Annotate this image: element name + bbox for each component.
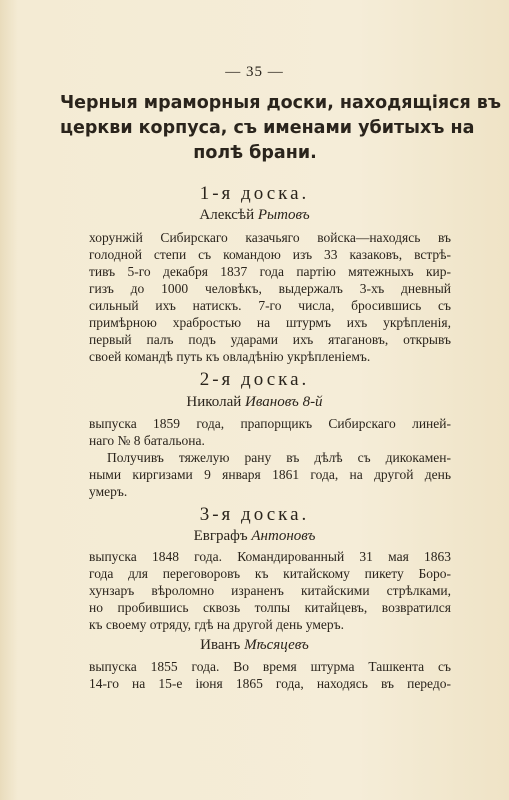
text-line: ными киргизами 9 января 1861 года, на другой день <box>89 467 451 482</box>
board-title: 1-я доска. <box>199 183 310 204</box>
text-line: года для переговоровъ къ китайскому пикету Боро- <box>89 566 451 581</box>
text-line: 14-го на 15-е іюня 1865 года, находясь въ передо- <box>89 676 451 691</box>
surname: Антоновъ <box>251 528 316 544</box>
text-line: Получивъ тяжелую рану въ дѣлѣ съ дикокамен- <box>107 450 451 465</box>
text-line: умеръ. <box>89 484 128 499</box>
person-name <box>0 394 509 411</box>
first-name: Евграфъ <box>193 528 248 544</box>
surname: Рытовъ <box>257 207 310 223</box>
entry-text <box>89 229 451 365</box>
heading-line: церкви корпуса, съ именами убитыхъ на <box>60 118 475 138</box>
person-name <box>0 528 509 545</box>
surname: Мѣсяцевъ <box>244 637 309 653</box>
entry-text <box>89 658 451 692</box>
text-line: гизъ до 1000 человѣкъ, выдержалъ 3-хъ дневный <box>89 281 451 296</box>
text-line: тивъ 5-го декабря 1837 года партію мятежныхъ кир- <box>89 264 451 279</box>
text-line: выпуска 1848 года. Командированный 31 мая 1863 <box>89 549 451 564</box>
text-line: своей командѣ путь къ овладѣнію укрѣпленіемъ. <box>89 349 371 364</box>
person-name <box>0 207 509 224</box>
person-name <box>0 637 509 654</box>
text-line: голодной степи съ командою изъ 33 казаковъ, встрѣ- <box>89 247 451 262</box>
text-line: къ своему отряду, гдѣ на другой день умеръ. <box>89 617 344 632</box>
entry-text <box>89 415 451 500</box>
entry-text <box>89 548 451 633</box>
board-title: 3-я доска. <box>199 504 310 525</box>
text-line: но пробившись сквозь толпы китайцевъ, возвратился <box>89 600 451 615</box>
text-line: хорунжій Сибирскаго казачьяго войска—находясь въ <box>89 230 451 245</box>
heading-line: Черныя мраморныя доски, находящіяся въ <box>60 93 502 113</box>
first-name: Иванъ <box>200 637 241 653</box>
first-name: Николай <box>186 394 242 410</box>
board-title: 2-я доска. <box>199 369 310 390</box>
text-line: выпуска 1855 года. Во время штурма Ташкента съ <box>89 659 451 674</box>
surname: Ивановъ 8-й <box>245 394 323 410</box>
text-line: первый палъ подъ ударами ихъ ятагановъ, открывъ <box>89 332 451 347</box>
section-heading <box>60 91 502 166</box>
first-name: Алексѣй <box>199 207 255 223</box>
page-number: — 35 — <box>225 64 284 80</box>
text-line: выпуска 1859 года, прапорщикъ Сибирскаго линей- <box>89 416 451 431</box>
text-line: хунзаръ вѣроломно израненъ китайскими стрѣлками, <box>89 583 451 598</box>
text-line: наго № 8 батальона. <box>89 433 205 448</box>
text-line: примѣрною храбростью на штурмъ ихъ укрѣпленія, <box>89 315 451 330</box>
heading-line: полѣ брани. <box>193 143 317 163</box>
text-line: сильный ихъ натискъ. 7-го числа, бросившись съ <box>89 298 451 313</box>
